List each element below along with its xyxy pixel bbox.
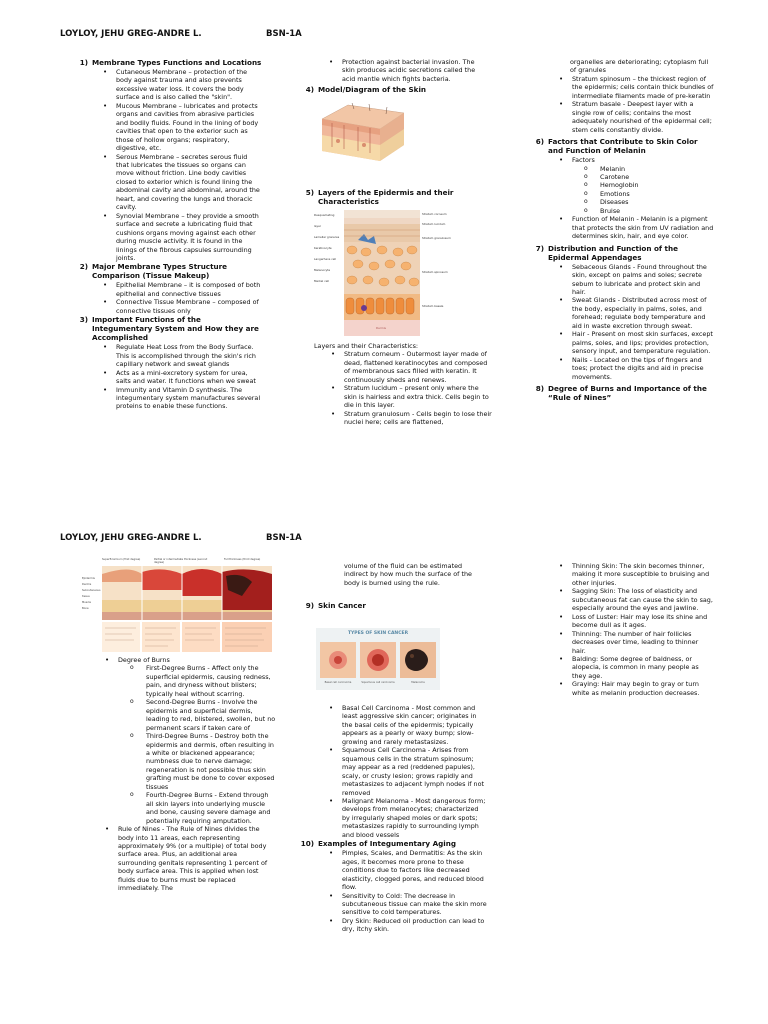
list-item: • Sweat Glands - Distributed across most of the body, especially in palms, soles, and forehead; regulate body temperature and aid in waste excretion through sweat. <box>572 296 714 330</box>
list-item: • Hair - Present on most skin surfaces, except palms, soles, and lips; provides protection, sensory input, and temperature regulation. <box>572 330 714 355</box>
skin-cancer-list <box>298 704 488 839</box>
list-item: • Squamous Cell Carcinoma - Arises from squamous cells in the stratum spinosum; may appear as a red (reddened papules), scaly, or crusty lesion; grows rapidly and metastasizes to adjacent lymph nodes if not removed <box>342 746 488 797</box>
list-item: • Serous Membrane – secretes serous fluid that lubricates the tissues so organs can move without friction. Line body cavities closed to exterior which is found lining the abdominal cavity and abdominal, around the heart, and covering the lungs and thoracic cavity. <box>116 153 262 212</box>
list-item: o Bruise <box>600 207 714 215</box>
epidermis-layers-diagram: Desquamating layer Lamellar granules Keratinocyte Langerhans cell Melanocyte Merkel cell Stratum corneum Stratum lucidum Stratum granulosum Stratum spinosum Stratum basale Dermis <box>314 210 454 336</box>
list-item: • Connective Tissue Membrane – composed of connective tissues only <box>116 298 262 315</box>
list-item: • Sebaceous Glands - Found throughout the skin, except on palms and soles; secrete sebum to lubricate and protect skin and hair. <box>572 263 714 297</box>
p1-column-2 <box>298 58 488 95</box>
membrane-types-list <box>72 68 262 262</box>
burn-degrees-diagram <box>82 558 272 654</box>
list-item: o Hemoglobin <box>600 181 714 189</box>
aging-list-continued <box>528 562 714 697</box>
section-4-heading: 4) Model/Diagram of the Skin <box>305 85 427 95</box>
list-item: • Stratum granulosum - Cells begin to lose their nuclei here; cells are flattened, <box>344 410 492 427</box>
section-5-heading: 5) Layers of the Epidermis and their Characteristics <box>305 188 454 206</box>
list-item: • Malignant Melanoma - Most dangerous form; develops from melanocytes; characterized by irregularly shaped moles or dark spots; metastasizes rapidly to surrounding lymph and blood vessels <box>342 797 488 839</box>
diagram-left-labels: Desquamating layer Lamellar granules Keratinocyte Langerhans cell Melanocyte Merkel cell <box>314 213 340 283</box>
rule-continuation: volume of the fluid can be estimated indirect by how much the surface of the body is burned using the rule. <box>344 562 472 587</box>
list-item: • Basal Cell Carcinoma - Most common and least aggressive skin cancer; originates in the basal cells of the epidermis; typically appears as a pearly or waxy bump; slow-growing and rarely metastasizes. <box>342 704 488 746</box>
section-2-heading: 2) Major Membrane Types Structure Comparison (Tissue Makeup) <box>79 262 228 281</box>
list-item: • Dry Skin: Reduced oil production can lead to dry, itchy skin. <box>342 917 488 934</box>
list-item: • Mucous Membrane – lubricates and protects organs and cavities from abrasive particles and bodily fluids. Found in the lining of body cavities that open to the exterior such as those of hollow organs; respiratory, digestive, etc. <box>116 102 262 153</box>
list-item: • Sensitivity to Cold: The decrease in subcutaneous tissue can make the skin more sensitive to cold temperatures. <box>342 892 488 917</box>
student-section: BSN-1A <box>266 29 302 39</box>
list-item: o Third-Degree Burns - Destroy both the epidermis and dermis, often resulting in a white or blackened appearance; numbness due to nerve damage; regeneration is not possible thus skin grafting must be done to cover exposed tissues <box>146 732 276 791</box>
section-10-heading: 10) Examples of Integumentary Aging <box>300 839 457 849</box>
list-item: • Epithelial Membrane – it is composed of both epithelial and connective tissues <box>116 281 262 298</box>
functions-list-continued <box>298 58 488 83</box>
membrane-structure-list <box>72 281 262 315</box>
skin-cancer-figure: TYPES OF SKIN CANCER Basal cell carcinoma Squamous cell carcinoma Melanoma <box>316 628 440 690</box>
list-item: • Regulate Heat Loss from the Body Surface. This is accomplished through the skin's rich capillary network and sweat glands <box>116 343 262 368</box>
list-item: o Diseases <box>600 198 714 206</box>
p1-column-2-lower <box>298 188 488 207</box>
section-8-heading: 8) Degree of Burns and Importance of the “Rule of Nines” <box>535 383 707 402</box>
list-item: • Cutaneous Membrane – protection of the body against trauma and also prevents excessive water loss. It covers the body surface and is also called the "skin". <box>116 68 262 102</box>
burn-degrees-list <box>118 664 276 825</box>
p2-column-3 <box>528 562 714 697</box>
burn-titles: Superficial burn (first degree) Partial or intermediate thickness (second degree) Full thickness (third degree) <box>102 558 261 564</box>
skin-model-diagram <box>318 101 408 165</box>
list-item: • Graying: Hair may begin to gray or turn white as melanin production decreases. <box>572 680 714 697</box>
student-name-page2: LOYLOY, JEHU GREG-ANDRE L. <box>60 533 202 543</box>
list-item: • Balding: Some degree of baldness, or alopecia, is common in many people as they age. <box>572 655 714 680</box>
list-item: • Stratum corneum - Outermost layer made of dead, flattened keratinocytes and composed of membranous sacs filled with keratin. It continuously sheds and renews. <box>344 350 492 384</box>
list-item: • Pimples, Scales, and Dermatitis: As the skin ages, it becomes more prone to these conditions due to factors like decreased elasticity, clogged pores, and reduced blood flow. <box>342 849 488 891</box>
burn-layer-labels: Epidermis Dermis Subcutaneous tissue Muscle Bone <box>82 577 101 610</box>
section-7-heading: 7) Distribution and Function of the Epidermal Appendages <box>535 243 678 262</box>
epidermis-layers-list-continued <box>528 75 714 134</box>
list-item: o Fourth-Degree Burns - Extend through all skin layers into underlying muscle and bone, causing severe damage and potentially requiring amputation. <box>146 791 276 825</box>
epidermal-appendages-list <box>528 263 714 381</box>
list-item: • Thinning Skin: The skin becomes thinner, making it more susceptible to bruising and other injuries. <box>572 562 714 587</box>
list-item: o Carotene <box>600 173 714 181</box>
list-item: • Synovial Membrane – they provide a smooth surface and secrete a lubricating fluid that cushions organs moving against each other during muscle activity. It is found in the linings of the fibrous capsules surrounding joints. <box>116 212 262 263</box>
p2-column-2-lower <box>298 704 488 934</box>
layers-continuation: organelles are deteriorating; cytoplasm full of granules <box>570 58 709 75</box>
layers-heading: Layers and their Characteristics: <box>314 342 419 350</box>
list-item: • Function of Melanin - Melanin is a pigment that protects the skin from UV radiation and determines skin, hair, and eye color. <box>572 215 714 240</box>
aging-list <box>298 849 488 934</box>
list-item: • Stratum spinosum – the thickest region of the epidermis; cells contain thick bundles of intermediate filaments made of pre-keratin <box>572 75 714 100</box>
factors-label: • Factors o Melanin o Carotene o Hemoglobin o Emotions o Diseases o Bruise <box>572 156 714 215</box>
list-item: • Sagging Skin: The loss of elasticity and subcutaneous fat can cause the skin to sag, especially around the eyes and jawline. <box>572 587 714 612</box>
cancer-figure-title: TYPES OF SKIN CANCER <box>347 631 409 636</box>
p1-column-3 <box>528 58 714 403</box>
student-section-page2: BSN-1A <box>266 533 302 543</box>
integumentary-functions-list <box>72 343 262 411</box>
list-item: o Second-Degree Burns - Involve the epidermis and superficial dermis, leading to red, blistered, swollen, but no permanent scars if taken care of <box>146 698 276 732</box>
diagram-dermis-label: Dermis <box>376 326 386 330</box>
epidermis-layers-list <box>314 350 492 426</box>
list-item: • Protection against bacterial invasion. The skin produces acidic secretions called the acid mantle which fights bacteria. <box>342 58 488 83</box>
section-6-heading: 6) Factors that Contribute to Skin Color and Function of Melanin <box>535 137 698 156</box>
student-name: LOYLOY, JEHU GREG-ANDRE L. <box>60 29 202 39</box>
list-item: o Emotions <box>600 190 714 198</box>
list-item: o Melanin <box>600 165 714 173</box>
skin-color-list <box>528 156 714 241</box>
list-item: • Acts as a mini-excretory system for urea, salts and water. It functions when we sweat <box>116 369 262 386</box>
list-item: • Nails - Located on the tips of fingers and toes; protect the digits and aid in precise movements. <box>572 356 714 381</box>
list-item: • Loss of Luster: Hair may lose its shine and become dull as it ages. <box>572 613 714 630</box>
list-item: • Stratum basale - Deepest layer with a single row of cells; contains the most adequately nourished of the epidermal cell; stem cells constantly divide. <box>572 100 714 134</box>
burns-list <box>90 656 276 893</box>
list-item: • Rule of Nines - The Rule of Nines divides the body into 11 areas, each representing approximately 9% (or a multiple) of total body surface area. Plus, an additional area surrounding genitals representing 1 percent of body surface area. This is applied when lost fluids due to burns must be replaced immediately. The <box>118 825 276 893</box>
factors-list <box>572 165 714 216</box>
list-item: • Thinning: The number of hair follicles decreases over time, leading to thinner hair. <box>572 630 714 655</box>
p1-column-1 <box>72 58 262 411</box>
list-item: • Immunity and Vitamin D synthesis. The integumentary system manufactures several proteins to enable these functions. <box>116 386 262 411</box>
section-9-heading: 9) Skin Cancer <box>305 601 366 611</box>
list-item: o First-Degree Burns - Affect only the superficial epidermis, causing redness, pain, and dryness without blisters; typically heal without scarring. <box>146 664 276 698</box>
degree-of-burns-item: • Degree of Burns o First-Degree Burns - Affect only the superficial epidermis, causing redness, pain, and dryness without blisters; typically heal without scarring. o Second-Degree Burns - Involve the epidermis and superficial dermis, leading to red, blistered, swollen, but no permanent scars if taken care of o Third-Degree Burns - Destroy both the epidermis and dermis, often resulting in a white or blackened appearance; numbness due to nerve damage; regeneration is not possible thus skin grafting must be done to cover exposed tissues o Fourth-Degree Burns - Extend through all skin layers into underlying muscle and bone, causing severe damage and potentially requiring amputation. <box>118 656 276 825</box>
p2-column-2 <box>298 562 488 611</box>
p1-layers-block <box>314 342 492 427</box>
list-item: • Stratum lucidum – present only where the skin is hairless and extra thick. Cells begin to die in this layer. <box>344 384 492 409</box>
p2-column-1 <box>90 656 276 893</box>
section-1-heading: 1) Membrane Types Functions and Locations <box>79 58 262 67</box>
section-3-heading: 3) Important Functions of the Integumentary System and How they are Accomplished <box>79 315 259 343</box>
